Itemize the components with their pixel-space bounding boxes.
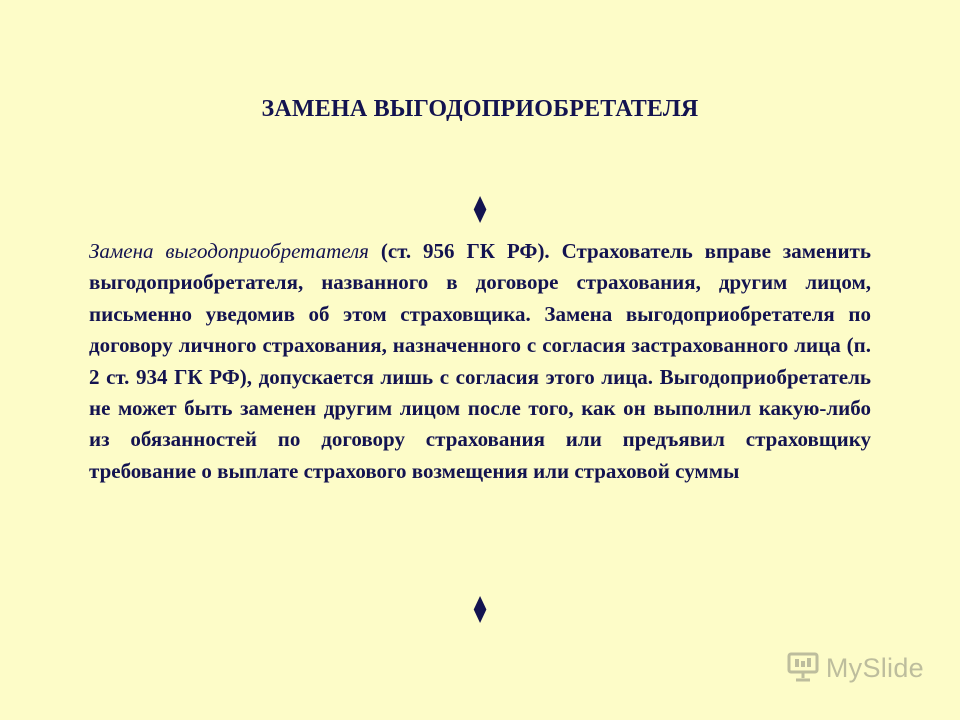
watermark-logo (786, 649, 924, 688)
diamond-bullet-top: ⧫ (473, 194, 487, 223)
body-rest: (ст. 956 ГК РФ). Страхователь вправе заменить выгодоприобретателя, названного в договоре страхования, другим лицом, письменно уведомив об этом страховщика. Замена выгодоприобретателя по договору личного страхования, назначенного с согласия застрахованного лица (п. 2 ст. 934 ГК РФ), допускается лишь с согласия этого лица. Выгодоприобретатель не может быть заменен другим лицом после того, как он выполнил какую-либо из обязанностей по договору страхования или предъявил страховщику требование о выплате страхового возмещения или страховой суммы (89, 239, 871, 483)
watermark-text: MySlide (825, 653, 924, 683)
slide-title: ЗАМЕНА ВЫГОДОПРИОБРЕТАТЕЛЯ (261, 96, 699, 122)
presentation-screen-icon (786, 649, 820, 688)
body-lead-term: Замена выгодоприобретателя (89, 239, 369, 263)
diamond-bullet-bottom: ⧫ (473, 594, 487, 623)
slide-body-text (89, 236, 871, 487)
